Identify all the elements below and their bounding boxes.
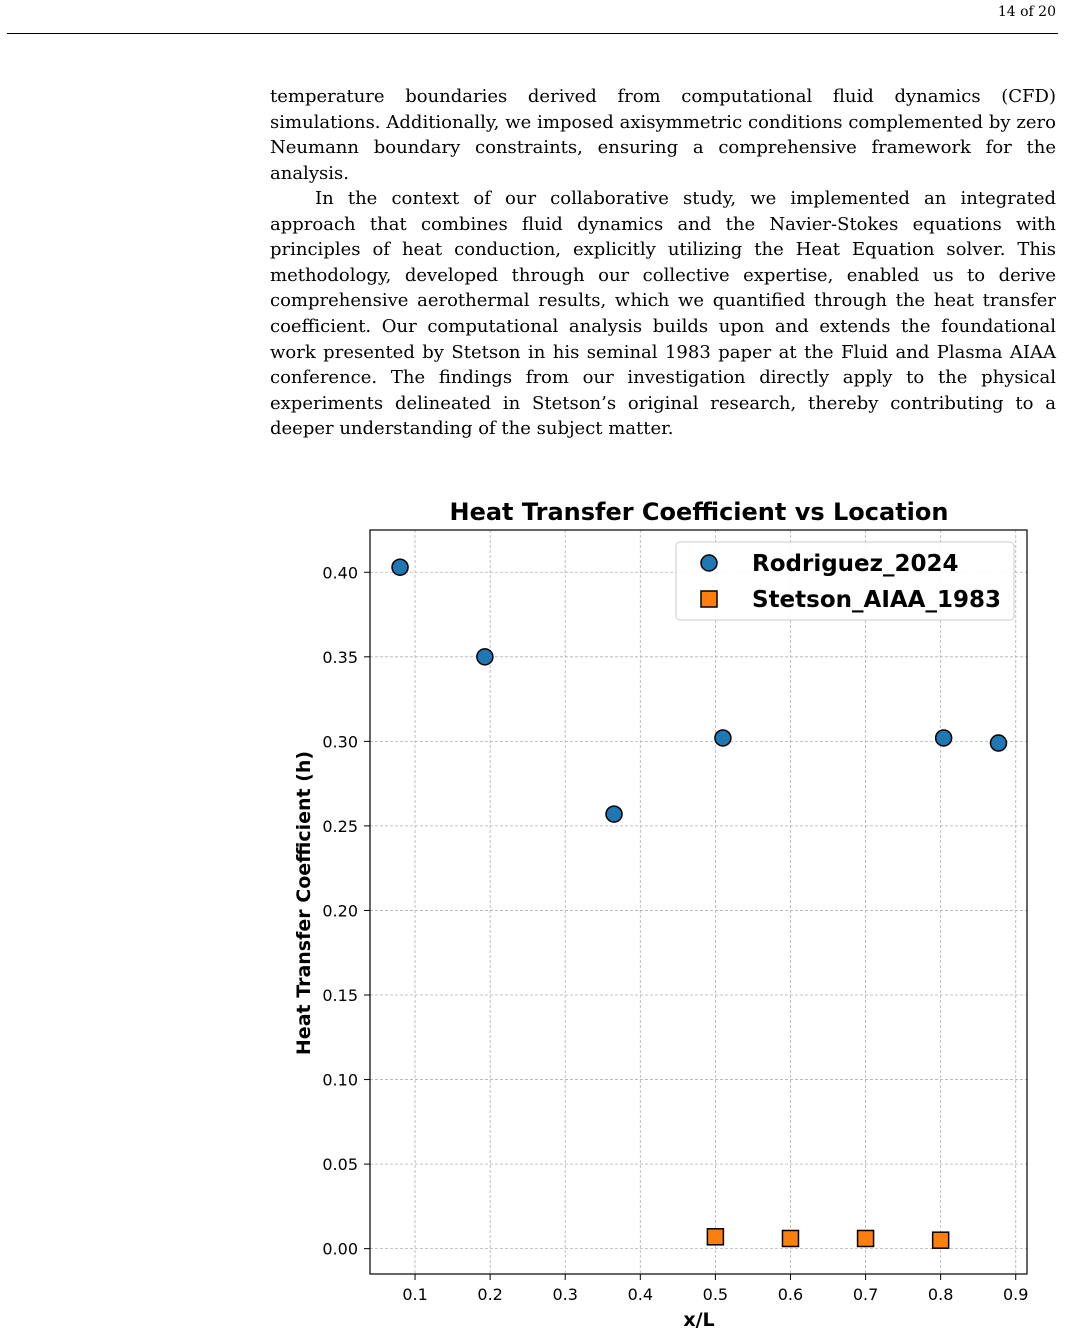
y-tick-label: 0.25 xyxy=(322,816,358,836)
y-axis-label: Heat Transfer Coefficient (h) xyxy=(293,750,315,1056)
data-point-circle xyxy=(715,730,731,746)
plot-frame xyxy=(370,530,1027,1274)
figure xyxy=(280,490,1040,1334)
data-point-square xyxy=(858,1230,874,1246)
chart-title: Heat Transfer Coefficient vs Location xyxy=(449,498,949,526)
y-tick-label: 0.15 xyxy=(322,986,358,1005)
data-point-circle xyxy=(936,730,952,746)
x-tick-label: 0.7 xyxy=(852,1285,879,1304)
y-tick-label: 0.30 xyxy=(322,732,358,752)
x-tick-label: 0.5 xyxy=(702,1285,729,1304)
x-tick-label: 0.9 xyxy=(1003,1285,1029,1304)
legend-label: Rodriguez_2024 xyxy=(752,551,959,577)
x-axis-label: x/L xyxy=(683,1309,715,1331)
data-point-circle xyxy=(477,649,493,665)
data-point-circle xyxy=(606,806,622,822)
scatter-chart xyxy=(280,490,1040,1334)
y-tick-label: 0.40 xyxy=(322,563,358,583)
data-point-circle xyxy=(392,559,408,575)
y-tick-label: 0.10 xyxy=(322,1070,358,1090)
page-number: 14 of 20 xyxy=(997,4,1056,20)
legend-marker-circle xyxy=(701,555,717,571)
data-point-circle xyxy=(990,735,1006,751)
y-tick-label: 0.00 xyxy=(322,1239,358,1259)
y-tick-label: 0.05 xyxy=(322,1155,358,1175)
header-rule xyxy=(7,33,1058,34)
x-tick-label: 0.3 xyxy=(552,1285,578,1304)
x-tick-label: 0.8 xyxy=(927,1285,954,1304)
y-tick-label: 0.20 xyxy=(322,901,358,921)
data-point-square xyxy=(707,1229,723,1245)
body-paragraph: In the context of our collaborative study, we implemented an integrated approach that combines fluid dynamics and the Navier-Stokes equations with principles of heat conduction, explicitly utilizing the Heat Equation solver. This methodology, developed through our collective expertise, enabled us to derive comprehensive aerothermal results, which we quantified through the heat transfer coefficient. Our computational analysis builds upon and extends the foundational work presented by Stetson in his seminal 1983 paper at the Fluid and Plasma AIAA conference. The findings from our investigation directly apply to the physical experiments delineated in Stetson’s original research, thereby contributing to a deeper understanding of the subject matter. xyxy=(270,188,1056,440)
legend-marker-square xyxy=(701,591,717,607)
x-tick-label: 0.1 xyxy=(402,1285,428,1304)
body-paragraph: temperature boundaries derived from computational fluid dynamics (CFD) simulations. Additionally, we imposed axisymmetric conditions complemented by zero Neumann boundary constraints, ensuring a comprehensive framework for the analysis. xyxy=(270,86,1056,184)
data-point-square xyxy=(933,1232,949,1248)
x-tick-label: 0.2 xyxy=(477,1285,503,1304)
x-tick-label: 0.4 xyxy=(627,1285,654,1304)
page-header xyxy=(0,0,1065,34)
x-tick-label: 0.6 xyxy=(777,1285,804,1304)
legend-label: Stetson_AIAA_1983 xyxy=(752,587,1001,613)
y-tick-label: 0.35 xyxy=(322,647,358,667)
data-point-square xyxy=(782,1230,798,1246)
